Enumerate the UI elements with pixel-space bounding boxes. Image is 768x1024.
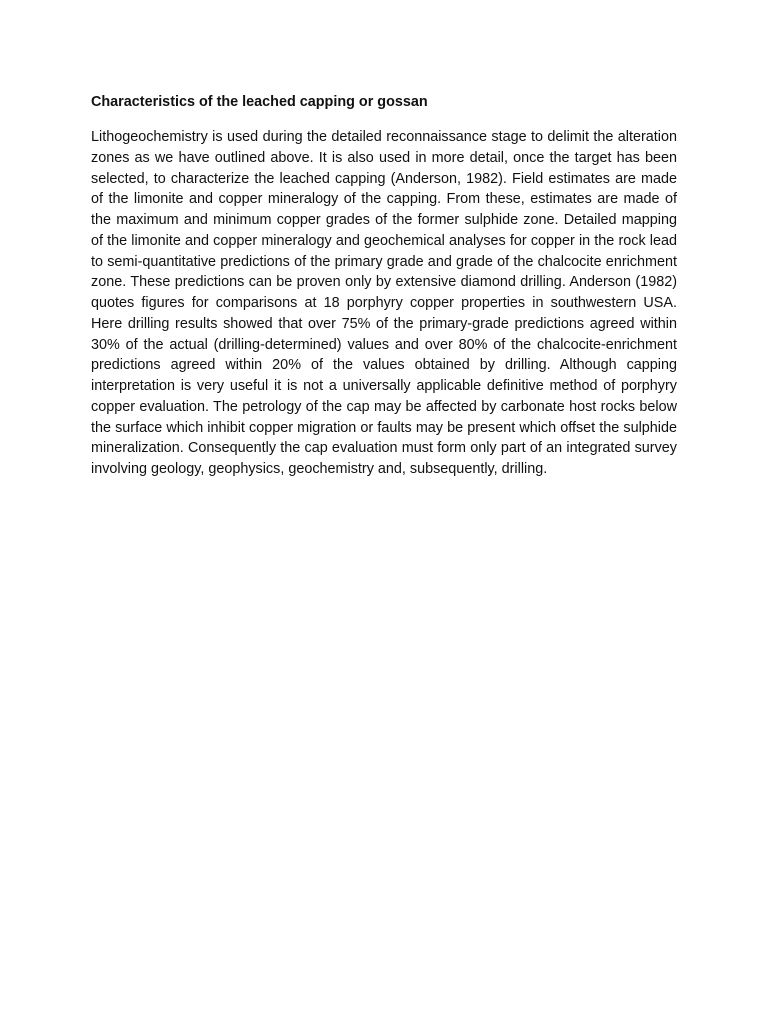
section-heading: Characteristics of the leached capping or gossan xyxy=(91,94,428,110)
document-page xyxy=(91,92,677,480)
body-paragraph: Lithogeochemistry is used during the detailed reconnaissance stage to delimit the alteration zones as we have outlined above. It is also used in more detail, once the target has been selected, to characterize the leached capping (Anderson, 1982). Field estimates are made of the limonite and copper mineralogy of the capping. From these, estimates are made of the maximum and minimum copper grades of the former sulphide zone. Detailed mapping of the limonite and copper mineralogy and geochemical analyses for copper in the rock lead to semi-quantitative predictions of the primary grade and grade of the chalcocite enrichment zone. These predictions can be proven only by extensive diamond drilling. Anderson (1982) quotes figures for comparisons at 18 porphyry copper properties in southwestern USA. Here drilling results showed that over 75% of the primary-grade predictions agreed within 30% of the actual (drilling-determined) values and over 80% of the chalcocite-enrichment predictions agreed within 20% of the values obtained by drilling. Although capping interpretation is very useful it is not a universally applicable definitive method of porphyry copper evaluation. The petrology of the cap may be affected by carbonate host rocks below the surface which inhibit copper migration or faults may be present which offset the sulphide mineralization. Consequently the cap evaluation must form only part of an integrated survey involving geology, geophysics, geochemistry and, subsequently, drilling. xyxy=(91,129,677,477)
